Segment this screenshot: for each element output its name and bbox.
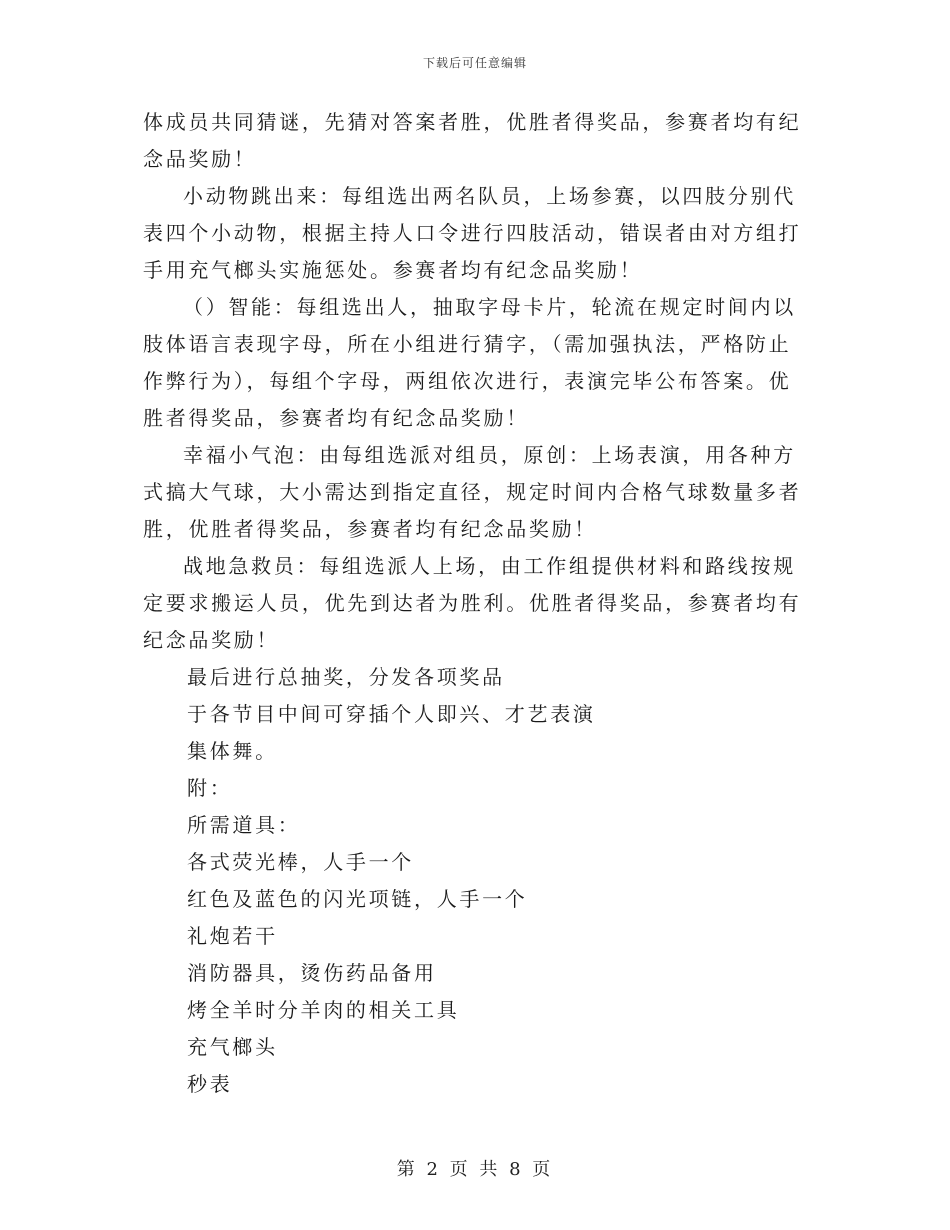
page-footer: 第 2 页 共 8 页 xyxy=(396,1159,554,1180)
list-item: 烤全羊时分羊肉的相关工具 xyxy=(187,998,460,1022)
list-item: 最后进行总抽奖，分发各项奖品 xyxy=(187,665,505,689)
paragraph: 幸福小气泡：由每组选派对组员，原创：上场表演，用各种方式搞大气球，大小需达到指定直径，规定时间内合格气球数量多者胜，优胜者得奖品，参赛者均有纪念品奖励！ xyxy=(143,443,802,541)
list-item: 附： xyxy=(187,776,233,800)
list-item: 秒表 xyxy=(187,1072,233,1096)
paragraph: 战地急救员：每组选派人上场，由工作组提供材料和路线按规定要求搬运人员，优先到达者为胜利。优胜者得奖品，参赛者均有纪念品奖励！ xyxy=(143,554,802,652)
list-item: 礼炮若干 xyxy=(187,924,278,948)
list-item: 各式荧光棒，人手一个 xyxy=(187,850,414,874)
page-header: 下载后可任意编辑 xyxy=(422,56,527,70)
list-item: 集体舞。 xyxy=(187,739,278,763)
list-item: 所需道具： xyxy=(187,813,301,837)
list-item: 于各节目中间可穿插个人即兴、才艺表演 xyxy=(187,702,596,726)
list-item: 红色及蓝色的闪光项链，人手一个 xyxy=(187,887,528,911)
document-body xyxy=(143,104,810,1103)
list-item: 消防器具，烫伤药品备用 xyxy=(187,961,437,985)
paragraph: 体成员共同猜谜，先猜对答案者胜，优胜者得奖品，参赛者均有纪念品奖励！ xyxy=(143,110,802,171)
list-item: 充气榔头 xyxy=(187,1035,278,1059)
paragraph: 小动物跳出来：每组选出两名队员，上场参赛，以四肢分别代表四个小动物，根据主持人口令进行四肢活动，错误者由对方组打手用充气榔头实施惩处。参赛者均有纪念品奖励！ xyxy=(143,184,802,282)
paragraph: （）智能：每组选出人，抽取字母卡片，轮流在规定时间内以肢体语言表现字母，所在小组进行猜字，（需加强执法，严格防止作弊行为），每组个字母，两组依次进行，表演完毕公布答案。优胜者得奖品，参赛者均有纪念品奖励！ xyxy=(143,295,796,430)
